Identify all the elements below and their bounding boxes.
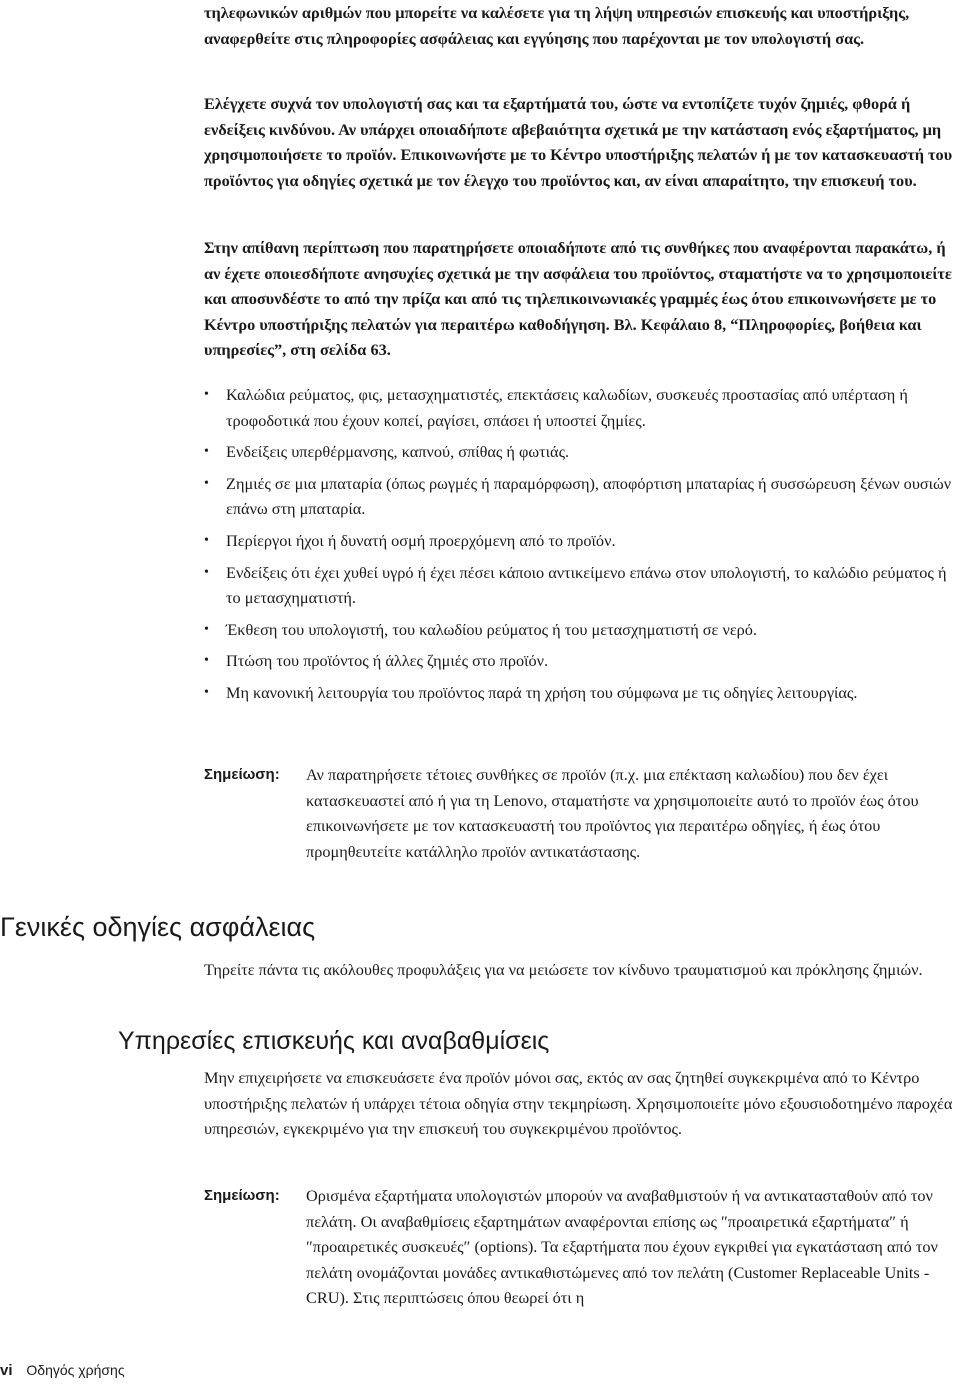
list-item: • Περίεργοι ήχοι ή δυνατή οσμή προερχόμενη από το προϊόν.: [204, 528, 956, 554]
section-heading-service-upgrades: Υπηρεσίες επισκευής και αναβαθμίσεις: [118, 1027, 550, 1055]
service-text: Μην επιχειρήσετε να επισκευάσετε ένα προϊόν μόνοι σας, εκτός αν σας ζητηθεί συγκεκριμένα από το Κέντρο υποστήριξης πελατών ή υπάρχει τέτοια οδηγία στην τεκμηρίωση. Χρησιμοποιείτε μόνο εξουσιοδοτημένο παροχέα υπηρεσιών, εγκεκριμένο για την επισκευή του συγκεκριμένου προϊόντος.: [204, 1068, 953, 1139]
bullet-icon: •: [204, 621, 209, 637]
intro-paragraph-3: Στην απίθανη περίπτωση που παρατηρήσετε οποιαδήποτε από τις συνθήκες που αναφέρονται παρακάτω, ή αν έχετε οποιεσδήποτε ανησυχίες σχετικά με την ασφάλεια του προϊόντος, σταματήστε να το χρησιμοποιείτε και αποσυνδέστε το από την πρίζα και από τις τηλεπικοινωνιακές γραμμές έως ότου επικοινωνήσετε με το Κέντρο υποστήριξης πελατών για περαιτέρω καθοδήγηση. Βλ. Κεφάλαιο 8, “Πληροφορίες, βοήθεια και υπηρεσίες”, στη σελίδα 63.: [204, 238, 952, 360]
note-text: Αν παρατηρήσετε τέτοιες συνθήκες σε προϊόν (π.χ. μια επέκταση καλωδίου) που δεν έχει κατασκευαστεί από ή για τη Lenovo, σταματήστε να χρησιμοποιείτε αυτό το προϊόν έως ότου επικοινωνήσετε με τον κατασκευαστή του προϊόντος για περαιτέρω οδηγίες, ή έως ότου προμηθευτείτε κατάλληλο προϊόν αντικατάστασης.: [306, 765, 919, 861]
bullet-icon: •: [204, 564, 209, 580]
note-label: Σημείωση:: [204, 766, 280, 783]
bullet-icon: •: [204, 475, 209, 491]
bullet-icon: •: [204, 653, 209, 669]
page-footer: [0, 1362, 125, 1379]
list-item: • Καλώδια ρεύματος, φις, μετασχηματιστές, επεκτάσεις καλωδίων, συσκευές προστασίας από υπέρταση ή τροφοδοτικά που έχουν κοπεί, ραγίσει, σπάσει ή υποστεί ζημίες.: [204, 382, 956, 433]
bullet-icon: •: [204, 444, 209, 460]
document-title: Οδηγός χρήσης: [26, 1362, 125, 1378]
intro-paragraph-2: Ελέγχετε συχνά τον υπολογιστή σας και τα εξαρτήματά του, ώστε να εντοπίζετε τυχόν ζημιές, φθορά ή ενδείξεις κινδύνου. Αν υπάρχει οποιαδήποτε αβεβαιότητα σχετικά με την κατάσταση ενός εξαρτήματος, μη χρησιμοποιήσετε το προϊόν. Επικοινωνήστε με το Κέντρο υποστήριξης πελατών ή με τον κατασκευαστή του προϊόντος για οδηγίες σχετικά με τον έλεγχο του προϊόντος και, αν είναι απαραίτητο, την επισκευή του.: [204, 94, 953, 190]
list-item: • Ενδείξεις ότι έχει χυθεί υγρό ή έχει πέσει κάποιο αντικείμενο επάνω στον υπολογιστή, το καλώδιο ρεύματος ή το μετασχηματιστή.: [204, 560, 956, 611]
intro-paragraph-1: τηλεφωνικών αριθμών που μπορείτε να καλέσετε για τη λήψη υπηρεσιών επισκευής και υποστήριξης, αναφερθείτε στις πληροφορίες ασφάλειας και εγγύησης που παρέχονται με τον υπολογιστή σας.: [204, 3, 910, 48]
list-item: • Ενδείξεις υπερθέρμανσης, καπνού, σπίθας ή φωτιάς.: [204, 439, 956, 465]
list-item: • Μη κανονική λειτουργία του προϊόντος παρά τη χρήση του σύμφωνα με τις οδηγίες λειτουργίας.: [204, 680, 956, 706]
general-safety-text: Τηρείτε πάντα τις ακόλουθες προφυλάξεις για να μειώσετε τον κίνδυνο τραυματισμού και πρόκλησης ζημιών.: [204, 960, 923, 979]
bullet-icon: •: [204, 532, 209, 548]
list-item: • Πτώση του προϊόντος ή άλλες ζημιές στο προϊόν.: [204, 648, 956, 674]
note-label: Σημείωση:: [204, 1187, 280, 1204]
bullet-icon: •: [204, 387, 209, 402]
page-number: vi: [0, 1362, 13, 1379]
list-item: • Ζημιές σε μια μπαταρία (όπως ρωγμές ή παραμόρφωση), αποφόρτιση μπαταρίας ή συσσώρευση ξένων ουσιών επάνω στη μπαταρία.: [204, 471, 956, 522]
section-heading-general-safety: Γενικές οδηγίες ασφάλειας: [0, 912, 316, 942]
hazard-list: [204, 382, 956, 706]
list-item: • Έκθεση του υπολογιστή, του καλωδίου ρεύματος ή του μετασχηματιστή σε νερό.: [204, 617, 956, 643]
note-text: Ορισμένα εξαρτήματα υπολογιστών μπορούν να αναβαθμιστούν ή να αντικατασταθούν από τον πελάτη. Οι αναβαθμίσεις εξαρτημάτων αναφέρονται επίσης ως ″προαιρετικά εξαρτήματα″ ή ″προαιρετικές συσκευές″ (options). Τα εξαρτήματα που έχουν εγκριθεί για εγκατάσταση από τον πελάτη ονομάζονται μονάδες αντικαθιστώμενες από τον πελάτη (Customer Replaceable Units - CRU). Στις περιπτώσεις όπου θεωρεί ότι η: [306, 1186, 938, 1308]
bullet-icon: •: [204, 684, 209, 700]
